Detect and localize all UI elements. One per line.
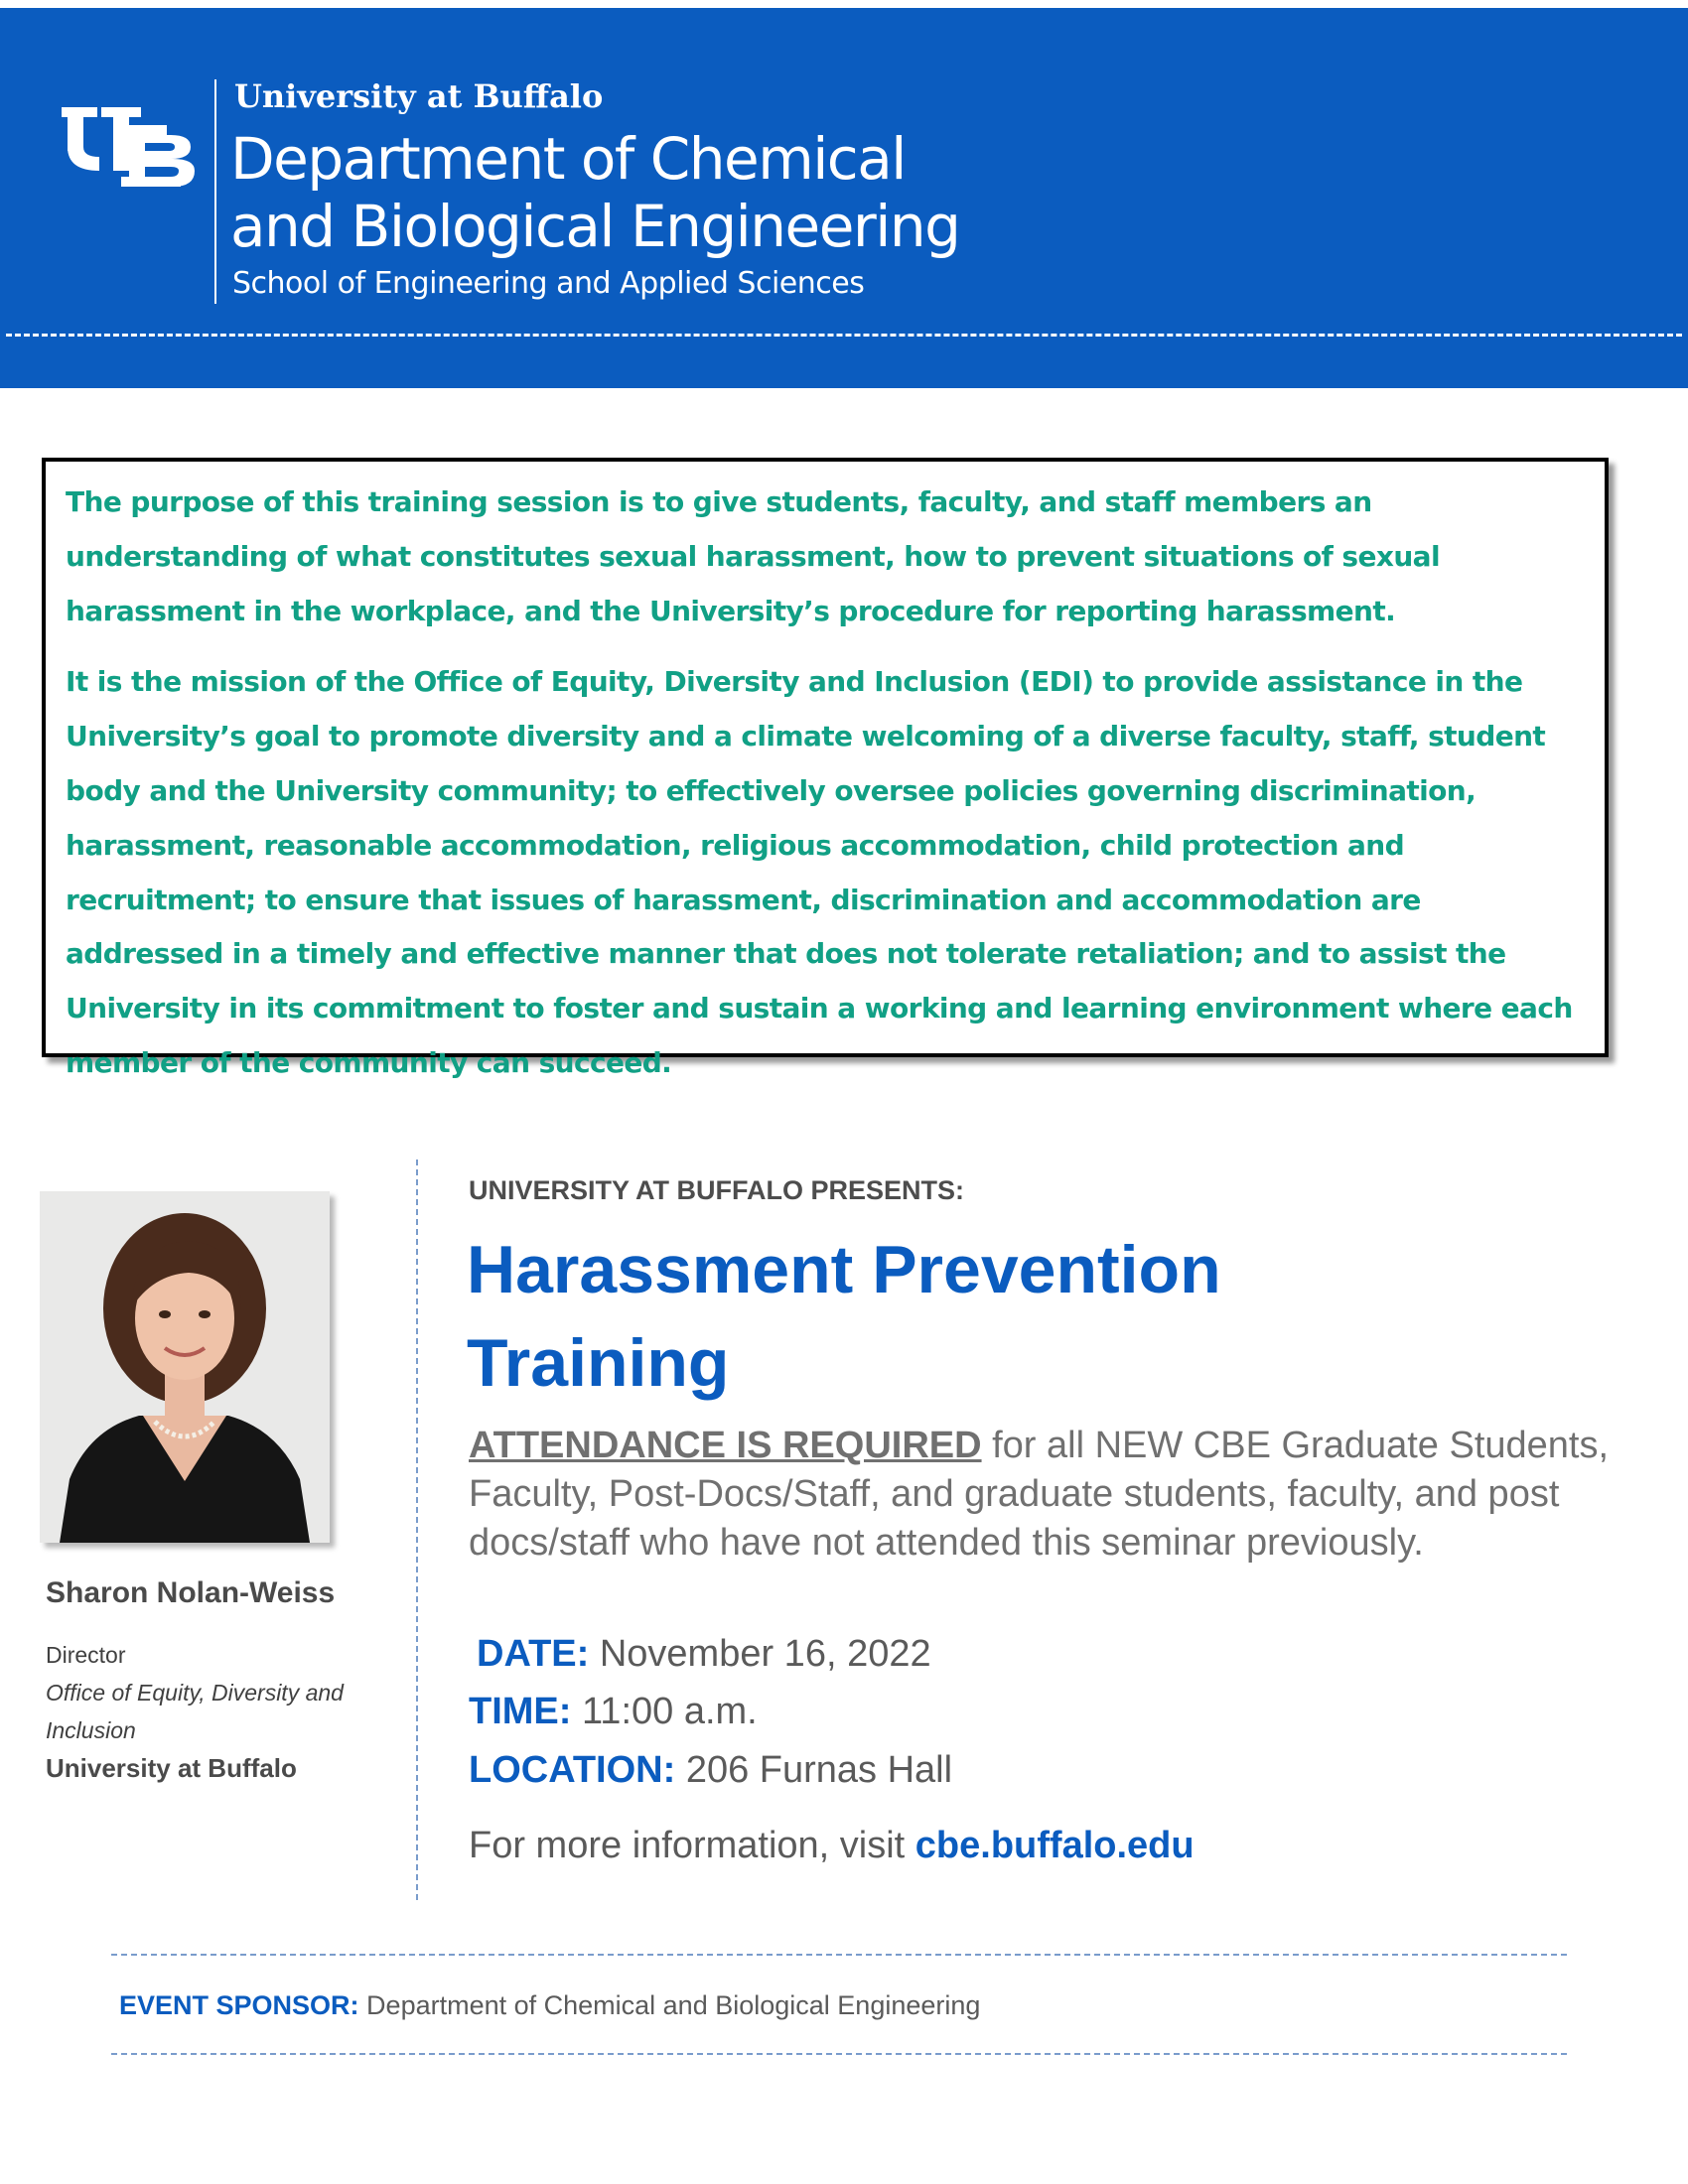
school-name: School of Engineering and Applied Sciences — [232, 266, 865, 301]
banner-dashed-line — [6, 334, 1682, 337]
date-label: DATE: — [477, 1633, 590, 1675]
banner-divider — [214, 79, 216, 304]
more-info — [469, 1825, 1195, 1867]
time-label: TIME: — [469, 1691, 572, 1732]
date-value: November 16, 2022 — [589, 1633, 931, 1675]
speaker-name: Sharon Nolan-Weiss — [46, 1576, 336, 1609]
sponsor-bottom-divider — [111, 2053, 1567, 2055]
attendance-required: ATTENDANCE IS REQUIRED — [469, 1425, 982, 1466]
university-name: University at Buffalo — [234, 77, 604, 115]
website-link[interactable]: cbe.buffalo.edu — [914, 1825, 1195, 1866]
ub-logo — [62, 107, 201, 187]
sponsor-value: Department of Chemical and Biological Engineering — [358, 1990, 981, 2020]
event-title — [467, 1223, 1221, 1410]
sponsor-label: EVENT SPONSOR: — [119, 1990, 359, 2020]
event-title-line2: Training — [467, 1325, 730, 1401]
speaker-photo — [40, 1191, 330, 1543]
speaker-title: Director — [46, 1642, 126, 1668]
event-date — [477, 1633, 931, 1676]
department-name-line2: and Biological Engineering — [230, 193, 960, 260]
event-title-line1: Harassment Prevention — [467, 1232, 1221, 1307]
sponsor-top-divider — [111, 1954, 1567, 1956]
location-label: LOCATION: — [469, 1749, 676, 1791]
time-value: 11:00 a.m. — [571, 1691, 758, 1732]
speaker-office: Office of Equity, Diversity and Inclusion — [46, 1680, 344, 1743]
purpose-paragraph: The purpose of this training session is to give students, faculty, and staff members an understanding of what constitutes sexual harassment, how to prevent situations of sexual harassment in the workplace, and the University’s procedure for reporting harassment. — [66, 485, 1440, 627]
more-info-prefix: For more information, visit — [469, 1825, 915, 1866]
speaker-institution: University at Buffalo — [46, 1753, 297, 1783]
department-name-line1: Department of Chemical — [230, 125, 906, 193]
speaker-details — [46, 1636, 383, 1787]
event-location — [469, 1749, 952, 1792]
attendance-details: for all NEW CBE Graduate Students, Faculty, Post-Docs/Staff, and graduate students, faculty, and post docs/staff who have not attended this seminar previously. — [469, 1425, 1610, 1564]
attendance-note — [469, 1422, 1611, 1568]
location-value: 206 Furnas Hall — [675, 1749, 953, 1791]
speaker-portrait-illustration — [40, 1191, 330, 1543]
mission-paragraph: It is the mission of the Office of Equity, Diversity and Inclusion (EDI) to provide assistance in the University’s goal to promote diversity and a climate welcoming of a diverse faculty, staff, student body and the University community; to effectively oversee policies governing discrimination, harassment, reasonable accommodation, religious accommodation, child protection and recruitment; to ensure that issues of harassment, discrimination and accommodation are addressed in a timely and effective manner that does not tolerate retaliation; and to assist the University in its commitment to foster and sustain a working and learning environment where each member of the community can succeed. — [66, 665, 1573, 1079]
vertical-divider — [416, 1160, 418, 1900]
mission-box — [42, 458, 1609, 1079]
event-time — [469, 1691, 758, 1733]
header-banner — [0, 8, 1688, 388]
presenter-label: UNIVERSITY AT BUFFALO PRESENTS: — [469, 1175, 965, 1205]
event-sponsor — [119, 1990, 980, 2021]
